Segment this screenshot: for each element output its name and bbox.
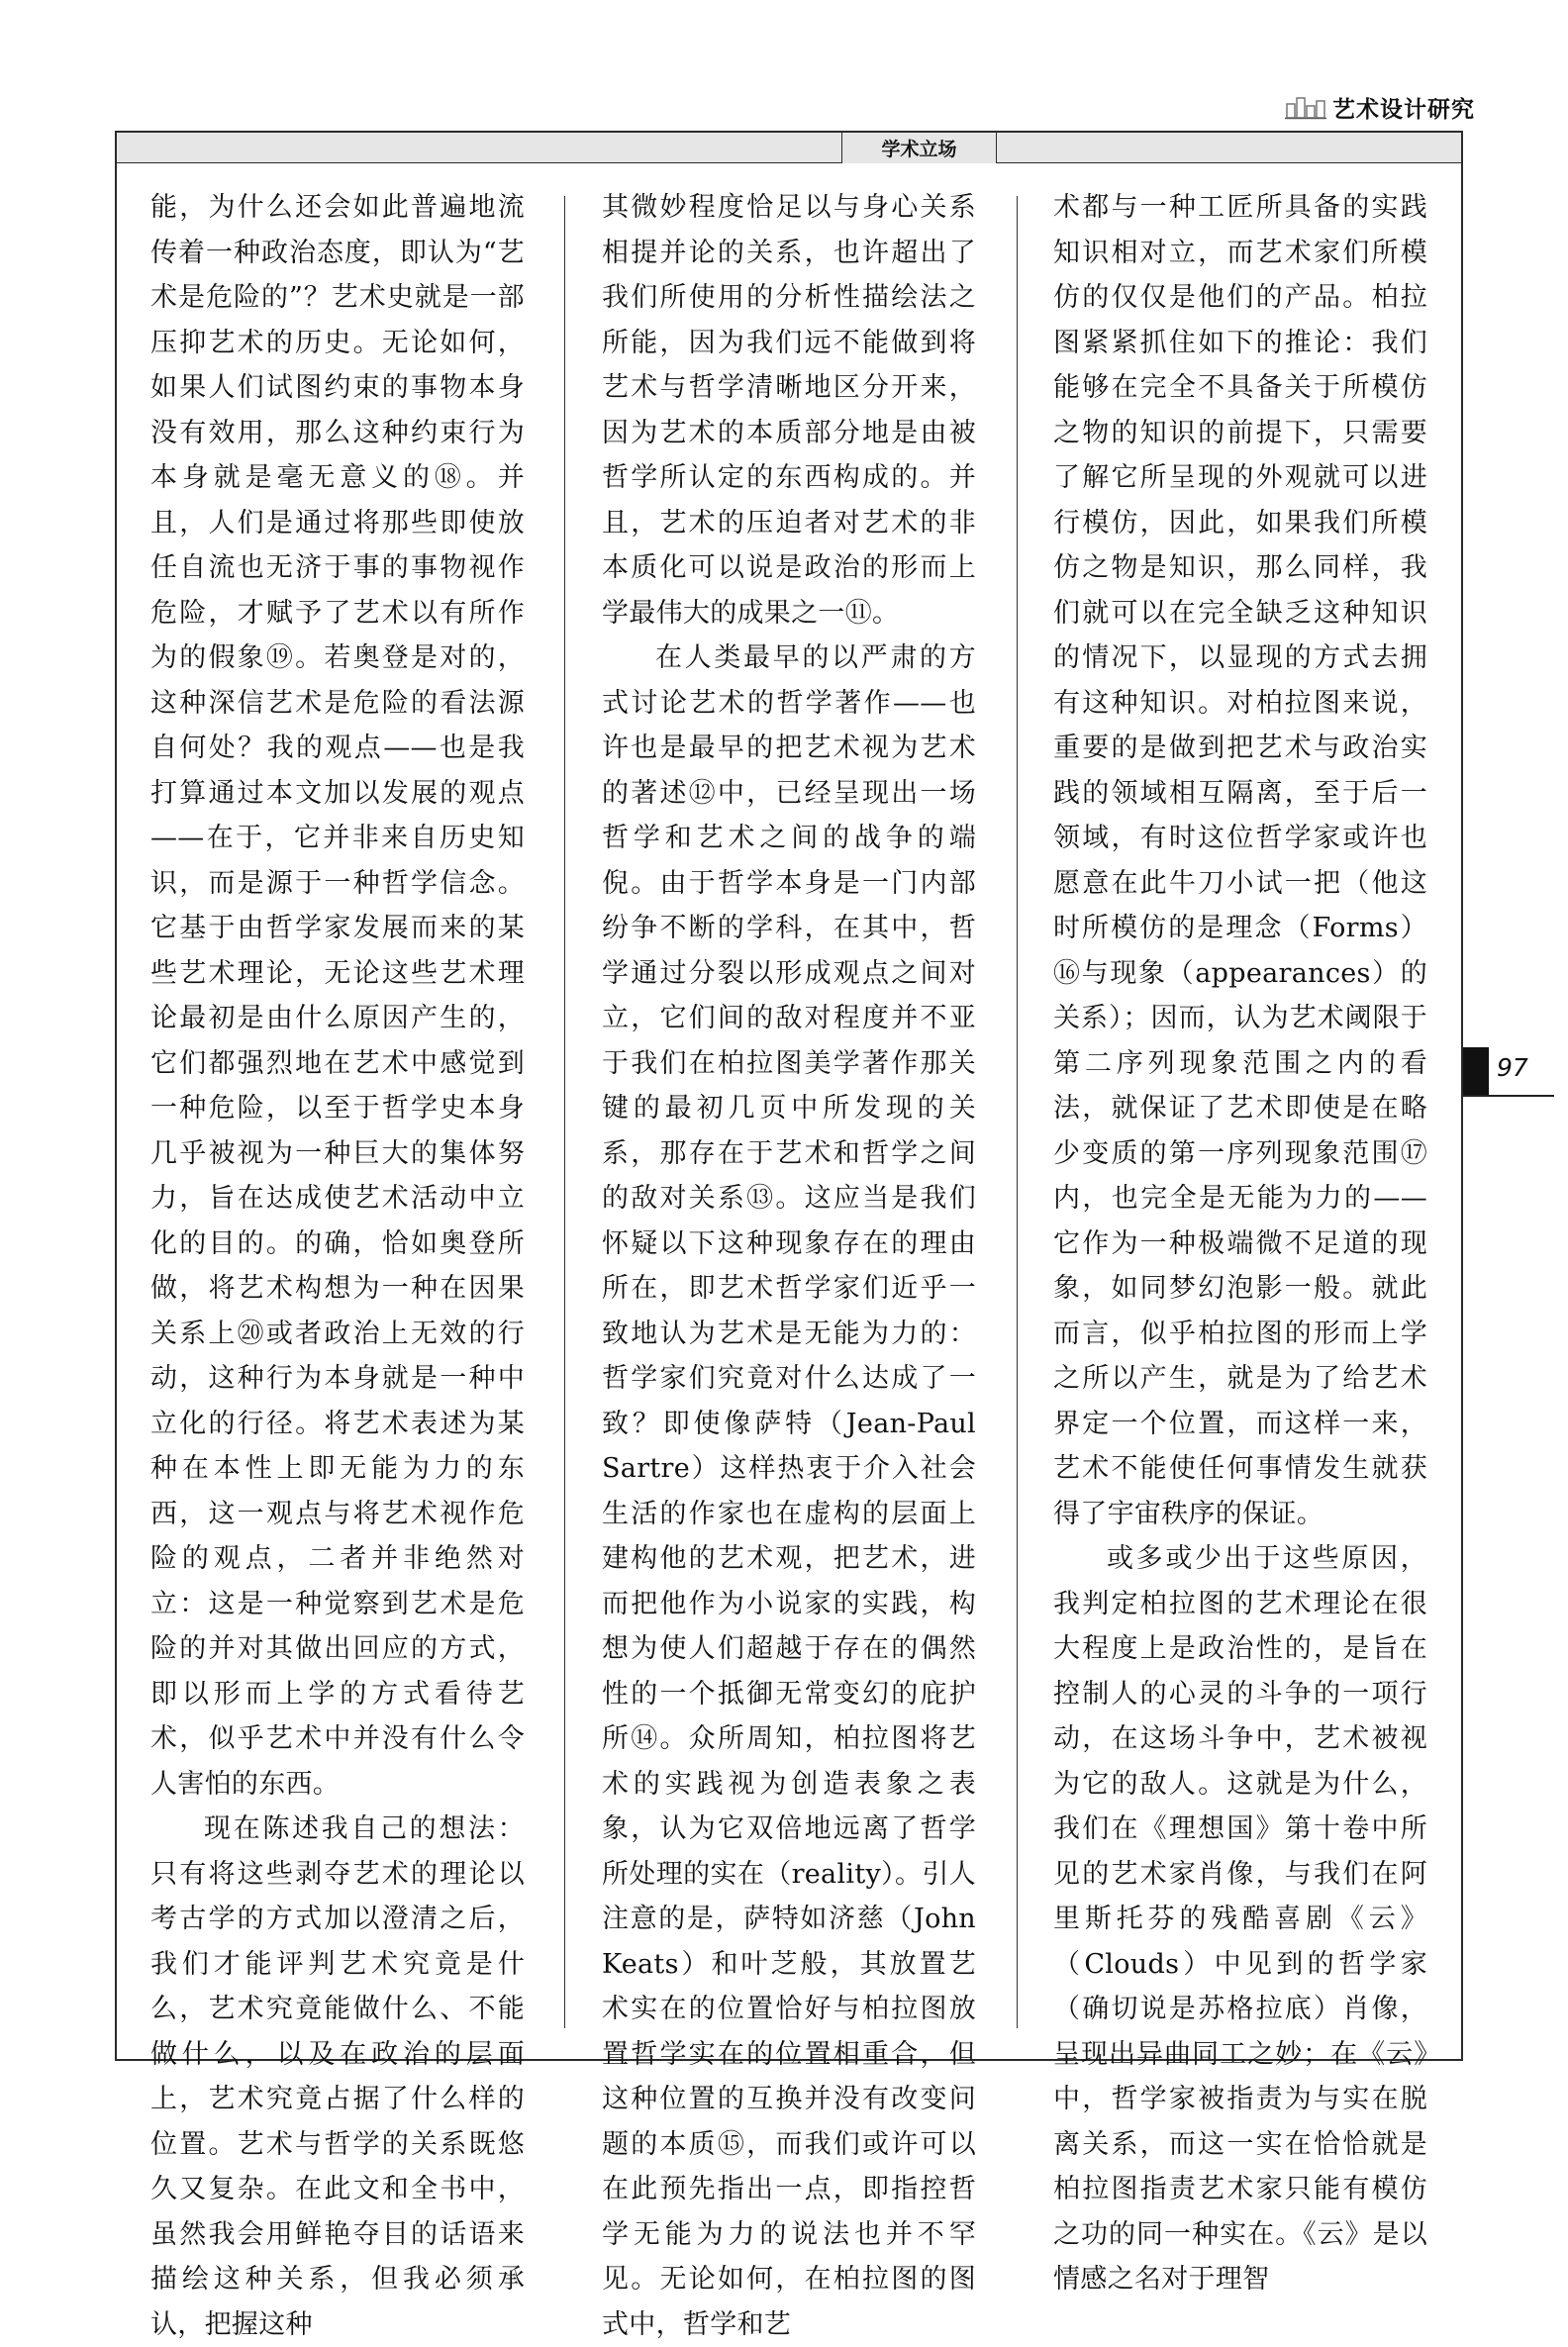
- page-tab-marker: [1463, 1047, 1489, 1095]
- text-column-1: [150, 185, 525, 2340]
- paragraph: 现在陈述我自己的想法：只有将这些剥夺艺术的理论以考古学的方式加以澄清之后，我们才能评判艺术究竟是什么，艺术究竟能做什么、不能做什么，以及在政治的层面上，艺术究竟占据了什么样的位置。艺术与哲学的关系既悠久又复杂。在此文和全书中，虽然我会用鲜艳夺目的话语来描绘这种关系，但我必须承认，把握这种: [150, 1813, 525, 2340]
- section-header-bar: [115, 131, 1463, 163]
- journal-title: 艺术设计研究: [1332, 96, 1475, 123]
- column-divider: [1017, 196, 1018, 2028]
- paragraph: 或多或少出于这些原因，我判定柏拉图的艺术理论在很大程度上是政治性的，是旨在控制人的心灵的斗争的一项行动，在这场斗争中，艺术被视为它的敌人。这就是为什么，我们在《理想国》第十卷中所见的艺术家肖像，与我们在阿里斯托芬的残酷喜剧《云》（Clouds）中见到的哲学家（确切说是苏格拉底）肖像，呈现出异曲同工之妙；在《云》中，哲学家被指责为与实在脱离关系，而这一实在恰恰就是柏拉图指责艺术家只能有模仿之功的同一种实在。《云》是以情感之名对于理智: [1053, 1543, 1427, 2295]
- paragraph: 在人类最早的以严肃的方式讨论艺术的哲学著作——也许也是最早的把艺术视为艺术的著述⑫中，已经呈现出一场哲学和艺术之间的战争的端倪。由于哲学本身是一门内部纷争不断的学科，在其中，哲学通过分裂以形成观点之间对立，它们间的敌对程度并不亚于我们在柏拉图美学著作那关键的最初几页中所发现的关系，那存在于艺术和哲学之间的敌对关系⑬。这应当是我们怀疑以下这种现象存在的理由所在，即艺术哲学家们近乎一致地认为艺术是无能为力的：哲学家们究竟对什么达成了一致？即使像萨特（Jean-Paul Sartre）这样热衷于介入社会生活的作家也在虚构的层面上建构他的艺术观，把艺术，进而把他作为小说家的实践，构想为使人们超越于存在的偶然性的一个抵御无常变幻的庇护所⑭。众所周知，柏拉图将艺术的实践视为创造表象之表象，认为它双倍地远离了哲学所处理的实在（reality）。引人注意的是，萨特如济慈（John Keats）和叶芝般，其放置艺术实在的位置恰好与柏拉图放置哲学实在的位置相重合，但这种位置的互换并没有改变问题的本质⑮，而我们或许可以在此预先指出一点，即指控哲学无能为力的说法也并不罕见。无论如何，在柏拉图的图式中，哲学和艺: [602, 642, 976, 2340]
- journal-logo-icon: [1285, 94, 1326, 120]
- text-column-2: [602, 185, 976, 2340]
- paragraph: 术都与一种工匠所具备的实践知识相对立，而艺术家们所模仿的仅仅是他们的产品。柏拉图紧紧抓住如下的推论：我们能够在完全不具备关于所模仿之物的知识的前提下，只需要了解它所呈现的外观就可以进行模仿，因此，如果我们所模仿之物是知识，那么同样，我们就可以在完全缺乏这种知识的情况下，以显现的方式去拥有这种知识。对柏拉图来说，重要的是做到把艺术与政治实践的领域相互隔离，至于后一领域，有时这位哲学家或许也愿意在此牛刀小试一把（他这时所模仿的是理念（Forms）⑯与现象（appearances）的关系）；因而，认为艺术阈限于第二序列现象范围之内的看法，就保证了艺术即使是在略少变质的第一序列现象范围⑰内，也完全是无能为力的——它作为一种极端微不足道的现象，如同梦幻泡影一般。就此而言，似乎柏拉图的形而上学之所以产生，就是为了给艺术界定一个位置，而这样一来，艺术不能使任何事情发生就获得了宇宙秩序的保证。: [1053, 192, 1427, 1529]
- section-label: 学术立场: [841, 133, 997, 163]
- journal-brand: [1277, 91, 1475, 123]
- column-divider: [564, 196, 565, 2028]
- text-column-3: [1053, 185, 1427, 2295]
- paragraph: 能，为什么还会如此普遍地流传着一种政治态度，即认为“艺术是危险的”？艺术史就是一部压抑艺术的历史。无论如何，如果人们试图约束的事物本身没有效用，那么这种约束行为本身就是毫无意义的⑱。并且，人们是通过将那些即使放任自流也无济于事的事物视作危险，才赋予了艺术以有所作为的假象⑲。若奥登是对的，这种深信艺术是危险的看法源自何处？我的观点——也是我打算通过本文加以发展的观点——在于，它并非来自历史知识，而是源于一种哲学信念。它基于由哲学家发展而来的某些艺术理论，无论这些艺术理论最初是由什么原因产生的，它们都强烈地在艺术中感觉到一种危险，以至于哲学史本身几乎被视为一种巨大的集体努力，旨在达成使艺术活动中立化的目的。的确，恰如奥登所做，将艺术构想为一种在因果关系上⑳或者政治上无效的行动，这种行为本身就是一种中立化的行径。将艺术表述为某种在本性上即无能为力的东西，这一观点与将艺术视作危险的观点，二者并非绝然对立：这是一种觉察到艺术是危险的并对其做出回应的方式，即以形而上学的方式看待艺术，似乎艺术中并没有什么令人害怕的东西。: [150, 192, 525, 1800]
- page-number-tab: [1463, 1047, 1554, 1097]
- page-number: 97: [1497, 1053, 1528, 1082]
- paragraph: 其微妙程度恰足以与身心关系相提并论的关系，也许超出了我们所使用的分析性描绘法之所能，因为我们远不能做到将艺术与哲学清晰地区分开来，因为艺术的本质部分地是由被哲学所认定的东西构成的。并且，艺术的压迫者对艺术的非本质化可以说是政治的形而上学最伟大的成果之一⑪。: [602, 192, 976, 629]
